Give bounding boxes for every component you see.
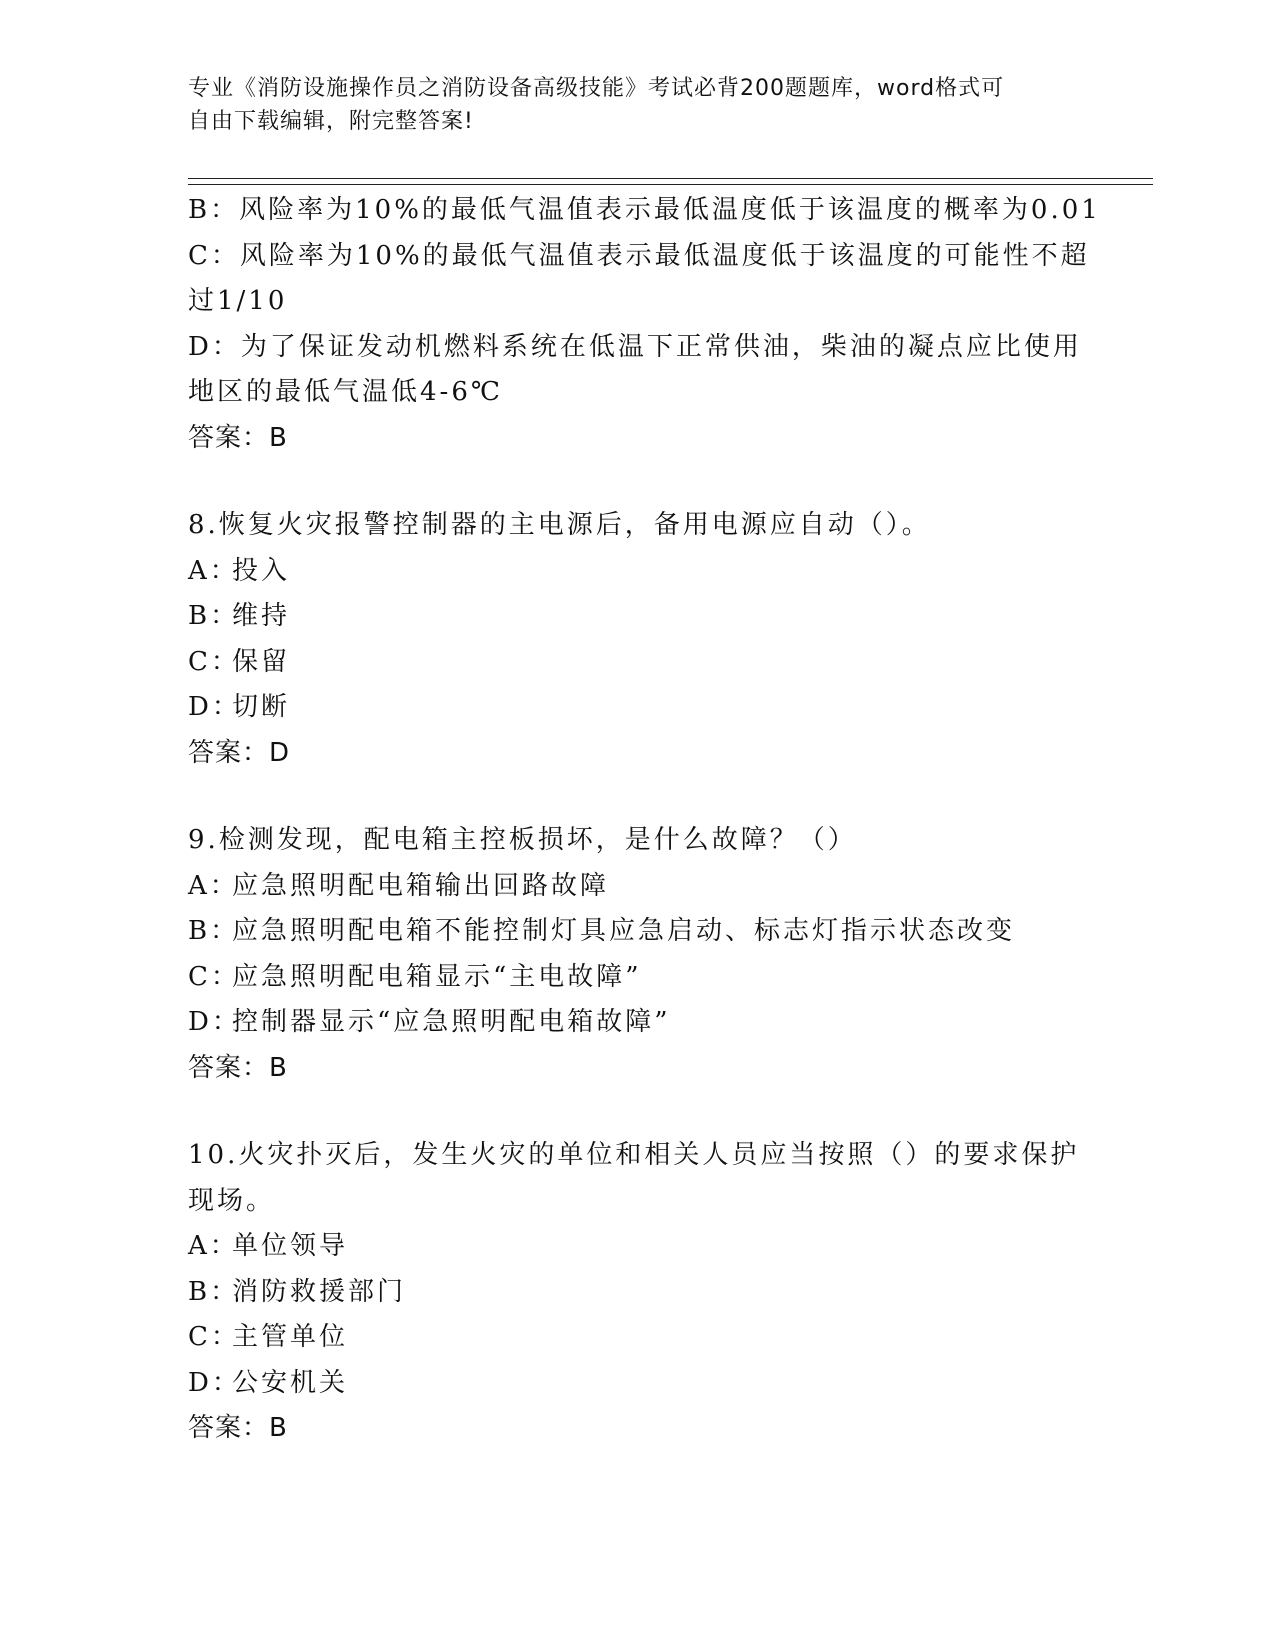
- option-b: [188, 909, 1088, 955]
- option-c-text-line-1: C：风险率为10%的最低气温值表示最低温度低于该温度的可能性不超: [188, 240, 1090, 271]
- question-8: [188, 503, 1088, 776]
- option-key: A：: [188, 1231, 239, 1261]
- header-line-2: 自由下载编辑，附完整答案!: [188, 109, 474, 134]
- header-line-1: 专业《消防设施操作员之消防设备高级技能》考试必背200题题库，word格式可: [188, 76, 1005, 101]
- document-header: [188, 72, 1088, 138]
- option-b: [188, 594, 1088, 640]
- question-spacer: [188, 1091, 1088, 1133]
- header-double-rule: [188, 178, 1153, 185]
- option-key: D：: [188, 1367, 241, 1398]
- option-a: [188, 864, 1088, 910]
- option-d-text-line-2: 地区的最低气温低4-6℃: [188, 377, 503, 407]
- option-d-text-line-1: D：为了保证发动机燃料系统在低温下正常供油，柴油的凝点应比使用: [188, 331, 1082, 362]
- question-content: [188, 188, 1101, 1452]
- option-a: [188, 549, 1088, 595]
- option-d: [188, 1000, 1088, 1046]
- option-text: 单位领导: [232, 1231, 349, 1261]
- question-spacer: [188, 461, 1088, 503]
- option-text: 应急照明配电箱输出回路故障: [232, 870, 610, 901]
- option-text: 应急照明配电箱不能控制灯具应急启动、标志灯指示状态改变: [232, 916, 1016, 946]
- option-text: 应急照明配电箱显示“主电故障”: [232, 961, 642, 992]
- option-b-text: B：风险率为10%的最低气温值表示最低温度低于该温度的概率为0.01: [188, 195, 1101, 225]
- option-text: 主管单位: [232, 1322, 349, 1352]
- option-b: [188, 1270, 1088, 1316]
- option-text: 公安机关: [232, 1367, 349, 1398]
- option-d: [188, 685, 1088, 731]
- option-a: [188, 1224, 1088, 1270]
- question-stem: 9.检测发现，配电箱主控板损坏，是什么故障？（）: [188, 825, 857, 855]
- option-key: B：: [188, 601, 240, 631]
- answer-line: 答案：B: [188, 422, 288, 453]
- option-key: B：: [188, 916, 240, 946]
- option-c: [188, 1315, 1088, 1361]
- answer-line: 答案：D: [188, 737, 291, 768]
- option-key: D：: [188, 692, 241, 722]
- question-stem-line-2: 现场。: [188, 1185, 276, 1216]
- question-10: [188, 1133, 1088, 1452]
- option-c: [188, 640, 1088, 686]
- option-key: D：: [188, 1007, 241, 1037]
- option-text: 控制器显示“应急照明配电箱故障”: [232, 1007, 671, 1037]
- question-9: [188, 818, 1088, 1091]
- answer-line: 答案：B: [188, 1413, 288, 1443]
- question-stem-line-1: 10.火灾扑灭后，发生火灾的单位和相关人员应当按照（）的要求保护: [188, 1140, 1080, 1170]
- option-key: C：: [188, 646, 240, 677]
- answer-line: 答案：B: [188, 1052, 288, 1083]
- question-spacer: [188, 776, 1088, 818]
- option-c-text-line-2: 过1/10: [188, 286, 288, 316]
- option-key: C：: [188, 961, 240, 992]
- option-text: 维持: [232, 601, 291, 631]
- option-key: A：: [188, 555, 239, 586]
- option-text: 保留: [232, 646, 291, 677]
- question-7-continued: [188, 188, 1101, 461]
- option-key: B：: [188, 1276, 240, 1307]
- option-text: 消防救援部门: [232, 1276, 407, 1307]
- option-key: A：: [188, 870, 239, 901]
- option-key: C：: [188, 1322, 240, 1352]
- option-text: 切断: [232, 692, 291, 722]
- option-text: 投入: [232, 555, 291, 586]
- question-stem: 8.恢复火灾报警控制器的主电源后，备用电源应自动（）。: [188, 510, 931, 540]
- option-c: [188, 955, 1088, 1001]
- option-d: [188, 1361, 1088, 1407]
